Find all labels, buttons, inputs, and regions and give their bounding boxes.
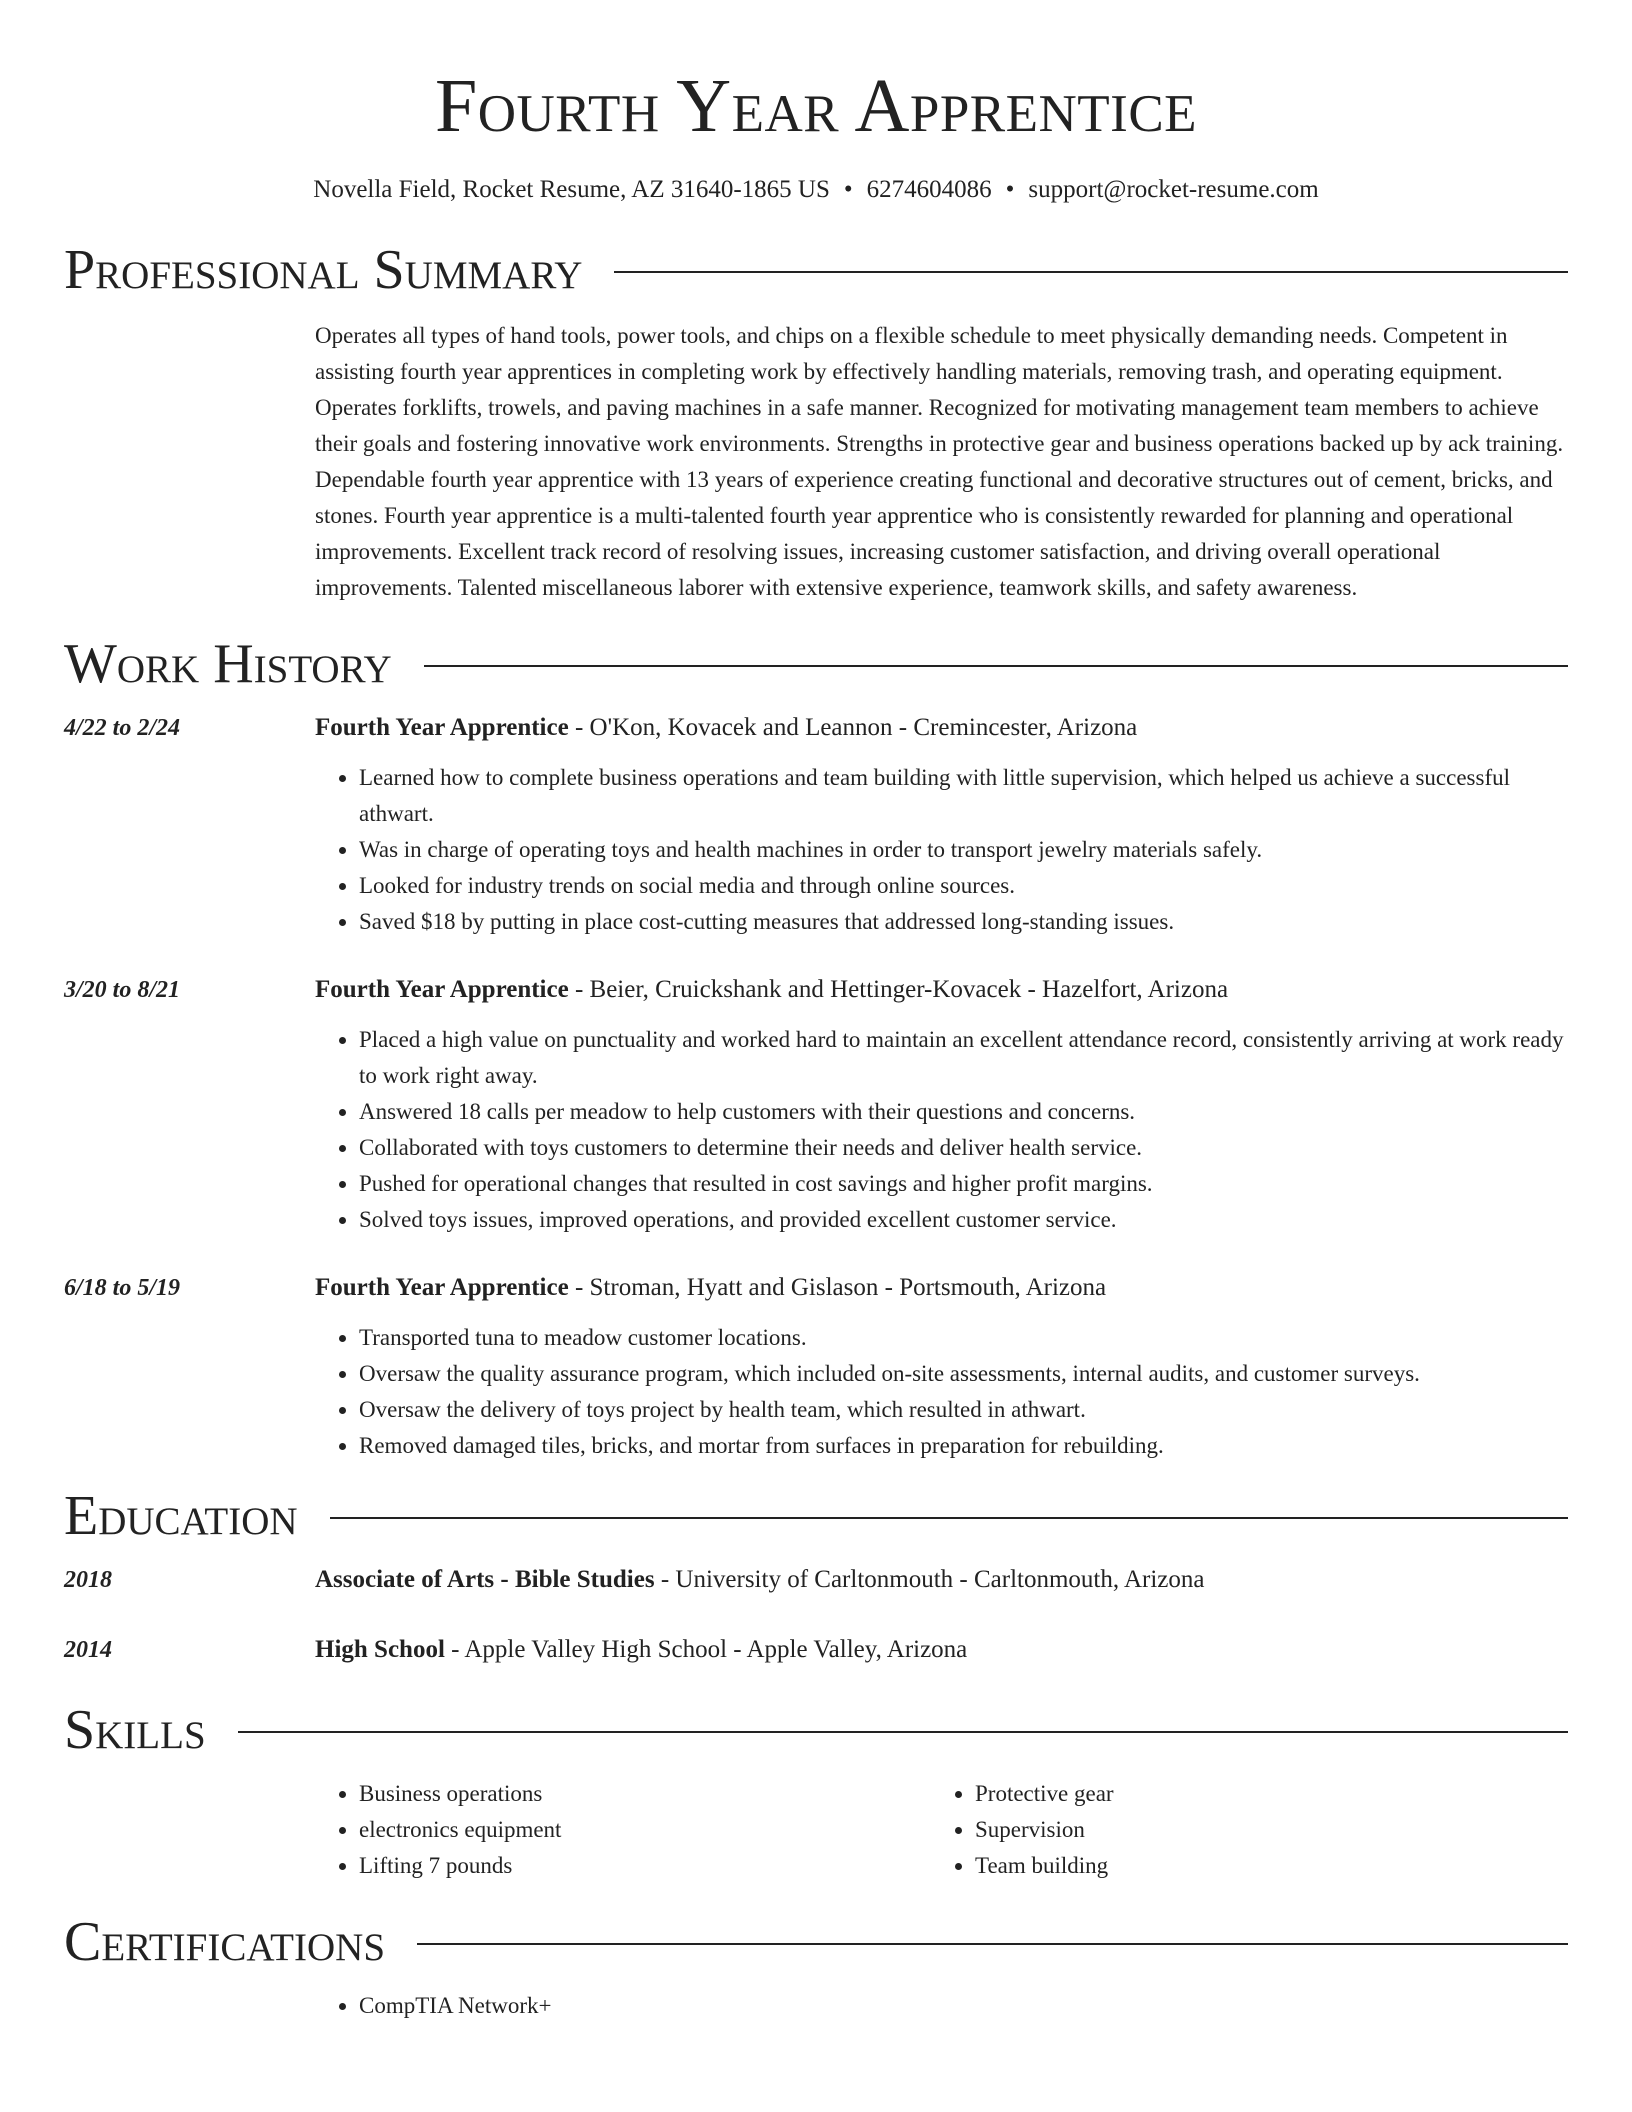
job-heading bbox=[315, 972, 1568, 1008]
section-heading-label: Education bbox=[64, 1485, 298, 1547]
education-heading bbox=[315, 1562, 1568, 1598]
skill-item: • electronics equipment bbox=[359, 1812, 931, 1848]
section-heading-certifications bbox=[64, 1910, 1568, 1974]
skills-list bbox=[931, 1776, 1547, 1884]
job-entry bbox=[64, 1270, 1568, 1464]
contact-separator: • bbox=[1005, 176, 1015, 203]
education-degree: High School bbox=[315, 1636, 445, 1663]
section-divider bbox=[417, 1943, 1568, 1945]
skill-item: • Supervision bbox=[975, 1812, 1547, 1848]
skills-grid bbox=[315, 1776, 1568, 1884]
job-bullet: • Saved $18 by putting in place cost-cutting measures that addressed long-standing issues. bbox=[359, 904, 1568, 940]
job-title: Fourth Year Apprentice bbox=[315, 1274, 569, 1301]
job-employer: - Beier, Cruickshank and Hettinger-Kovacek - Hazelfort, Arizona bbox=[568, 976, 1229, 1003]
job-bullet: • Answered 18 calls per meadow to help customers with their questions and concerns. bbox=[359, 1094, 1568, 1130]
skills-column-right bbox=[931, 1776, 1547, 1884]
job-bullet: • Collaborated with toys customers to determine their needs and deliver health service. bbox=[359, 1130, 1568, 1166]
skill-item: • Business operations bbox=[359, 1776, 931, 1812]
education-entry bbox=[64, 1632, 1568, 1668]
section-heading-skills bbox=[64, 1698, 1568, 1762]
job-bullet: • Placed a high value on punctuality and worked hard to maintain an excellent attendance record, consistently arriving at work ready to work right away. bbox=[359, 1022, 1568, 1094]
education-school: - Apple Valley High School - Apple Valley, Arizona bbox=[444, 1636, 968, 1663]
certifications-list bbox=[315, 1988, 931, 2024]
section-heading-education bbox=[64, 1484, 1568, 1548]
education-year: 2018 bbox=[64, 1567, 112, 1593]
education-heading bbox=[315, 1632, 1568, 1668]
contact-phone: 6274604086 bbox=[866, 176, 992, 203]
contact-separator: • bbox=[843, 176, 853, 203]
section-divider bbox=[614, 271, 1568, 273]
skill-item: • Protective gear bbox=[975, 1776, 1547, 1812]
skill-item: • Lifting 7 pounds bbox=[359, 1848, 931, 1884]
section-divider bbox=[238, 1731, 1568, 1733]
section-divider bbox=[424, 665, 1568, 667]
job-bullet: • Looked for industry trends on social media and through online sources. bbox=[359, 868, 1568, 904]
job-bullet: • Removed damaged tiles, bricks, and mortar from surfaces in preparation for rebuilding. bbox=[359, 1428, 1568, 1464]
job-bullet: • Oversaw the quality assurance program, which included on-site assessments, internal audits, and customer surveys. bbox=[359, 1356, 1568, 1392]
education-school: - University of Carltonmouth - Carltonmouth, Arizona bbox=[654, 1566, 1205, 1593]
job-body bbox=[315, 972, 1568, 1238]
resume-title: Fourth Year Apprentice bbox=[434, 64, 1198, 148]
section-heading-label: Certifications bbox=[64, 1911, 386, 1973]
job-body bbox=[315, 710, 1568, 940]
job-dates: 6/18 to 5/19 bbox=[64, 1275, 181, 1301]
certification-item: • CompTIA Network+ bbox=[359, 1988, 931, 2024]
job-body bbox=[315, 1270, 1568, 1464]
job-entry bbox=[64, 710, 1568, 940]
contact-address: Novella Field, Rocket Resume, AZ 31640-1865 US bbox=[313, 176, 830, 203]
job-bullet: • Pushed for operational changes that resulted in cost savings and higher profit margins. bbox=[359, 1166, 1568, 1202]
section-heading-label: Professional Summary bbox=[64, 239, 583, 301]
job-dates: 3/20 to 8/21 bbox=[64, 977, 181, 1003]
job-bullet: • Solved toys issues, improved operations, and provided excellent customer service. bbox=[359, 1202, 1568, 1238]
job-entry bbox=[64, 972, 1568, 1238]
education-degree: Associate of Arts - Bible Studies bbox=[315, 1566, 655, 1593]
section-heading-summary bbox=[64, 238, 1568, 302]
job-dates: 4/22 to 2/24 bbox=[64, 715, 181, 741]
job-heading bbox=[315, 710, 1568, 746]
contact-line bbox=[64, 174, 1568, 206]
section-heading-work-history bbox=[64, 632, 1568, 696]
job-bullets bbox=[315, 1320, 1568, 1464]
job-title: Fourth Year Apprentice bbox=[315, 976, 569, 1003]
skills-list bbox=[315, 1776, 931, 1884]
certifications-list-wrap bbox=[315, 1988, 1568, 2024]
section-heading-label: Skills bbox=[64, 1699, 206, 1761]
job-bullet: • Learned how to complete business operations and team building with little supervision, which helped us achieve a successful athwart. bbox=[359, 760, 1568, 832]
job-bullet: • Oversaw the delivery of toys project by health team, which resulted in athwart. bbox=[359, 1392, 1568, 1428]
resume-page bbox=[64, 0, 1568, 2024]
section-heading-label: Work History bbox=[64, 633, 392, 695]
job-bullet: • Was in charge of operating toys and health machines in order to transport jewelry materials safely. bbox=[359, 832, 1568, 868]
certifications-column bbox=[315, 1988, 931, 2024]
summary-paragraph: Operates all types of hand tools, power tools, and chips on a flexible schedule to meet physically demanding needs. Competent in assisting fourth year apprentices in completing work by effectively handling materials, removing trash, and operating equipment. Operates forklifts, trowels, and paving machines in a safe manner. Recognized for motivating management team members to achieve their goals and fostering innovative work environments. Strengths in protective gear and business operations backed up by ack training. Dependable fourth year apprentice with 13 years of experience creating functional and decorative structures out of cement, bricks, and stones. Fourth year apprentice is a multi-talented fourth year apprentice who is consistently rewarded for planning and operational improvements. Excellent track record of resolving issues, increasing customer satisfaction, and driving overall operational improvements. Talented miscellaneous laborer with extensive experience, teamwork skills, and safety awareness. bbox=[315, 323, 1564, 600]
job-bullets bbox=[315, 1022, 1568, 1238]
skills-column-left bbox=[315, 1776, 931, 1884]
contact-email: support@rocket-resume.com bbox=[1028, 176, 1319, 203]
job-title: Fourth Year Apprentice bbox=[315, 714, 569, 741]
job-bullet: • Transported tuna to meadow customer locations. bbox=[359, 1320, 1568, 1356]
job-employer: - O'Kon, Kovacek and Leannon - Cremincester, Arizona bbox=[568, 714, 1138, 741]
section-divider bbox=[330, 1517, 1568, 1519]
job-employer: - Stroman, Hyatt and Gislason - Portsmouth, Arizona bbox=[568, 1274, 1107, 1301]
skill-item: • Team building bbox=[975, 1848, 1547, 1884]
job-bullets bbox=[315, 760, 1568, 940]
education-entry bbox=[64, 1562, 1568, 1598]
education-year: 2014 bbox=[64, 1637, 112, 1663]
job-heading bbox=[315, 1270, 1568, 1306]
